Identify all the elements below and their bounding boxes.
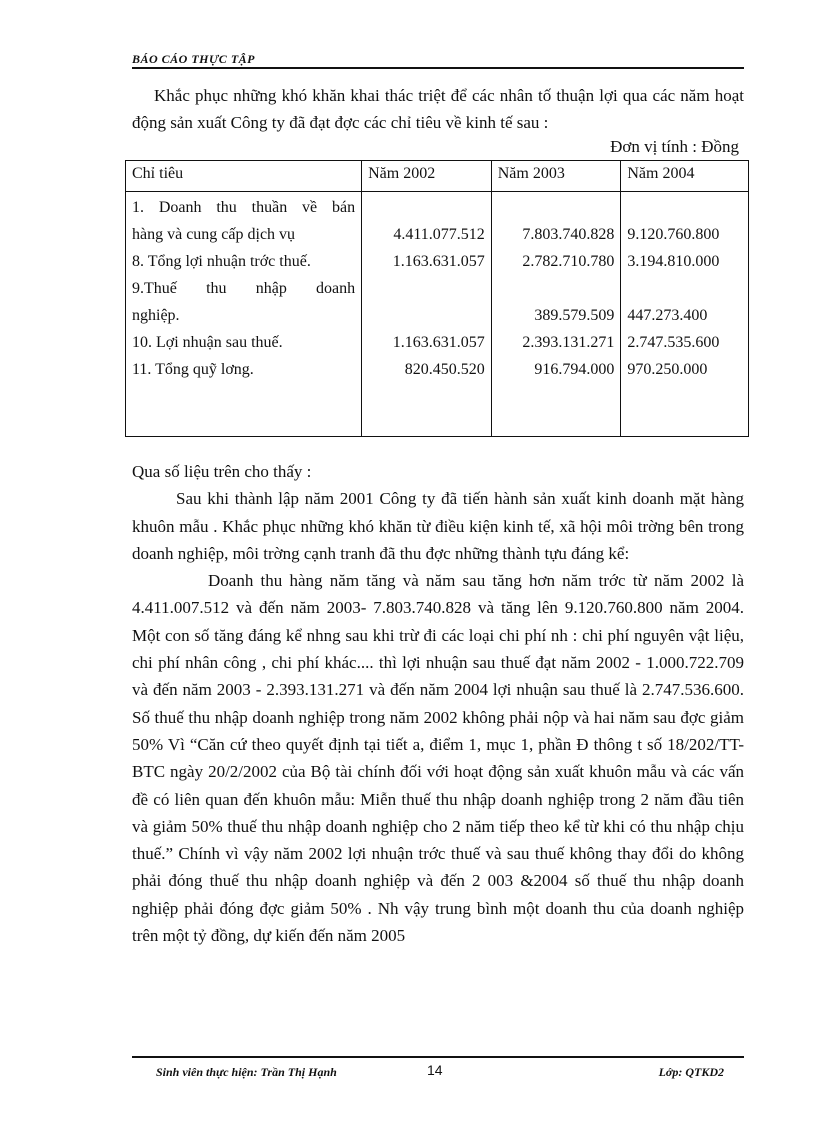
- page-header: [132, 52, 744, 69]
- year-2004-cell: [621, 192, 749, 437]
- indicator-line: 10. Lợi nhuận sau thuế.: [132, 334, 283, 351]
- paragraph-founding: Sau khi thành lập năm 2001 Công ty đã tiến hành sản xuất kinh doanh mặt hàng khuôn mẫu . Khắc phục những khó khăn từ điều kiện kinh tế, xã hội môi trờng bên trong doanh nghiệp, môi trờng cạnh tranh đã thu đợc những thành tựu đáng kể:: [132, 489, 744, 563]
- value-line: 4.411.077.512: [393, 226, 485, 243]
- value-line: 1.163.631.057: [392, 334, 485, 351]
- value-line: 7.803.740.828: [522, 226, 615, 243]
- intro-text: Khắc phục những khó khăn khai thác triệt để các nhân tố thuận lợi qua các năm hoạt động sản xuất Công ty đã đạt đợc các chỉ tiêu về kinh tế sau :: [132, 86, 744, 132]
- value-line: 9.120.760.800: [627, 226, 720, 243]
- page-number: 14: [427, 1062, 443, 1078]
- value-line: 1.163.631.057: [392, 253, 485, 270]
- year-2003-cell: [491, 192, 621, 437]
- unit-label: Đơn vị tính : Đồng: [610, 137, 739, 156]
- value-line: [368, 302, 485, 329]
- paragraph-revenue: Doanh thu hàng năm tăng và năm sau tăng hơn năm trớc từ năm 2002 là 4.411.007.512 và đến năm 2003- 7.803.740.828 và tăng lên 9.120.760.800 năm 2004. Một con số tăng đáng kể nhng sau khi trừ đi các loại chi phí nh : chi phí nguyên vật liệu, chi phí nhân công , chi phí khác.... thì lợi nhuận sau thuế đạt năm 2002 - 1.000.722.709 và đến năm 2003 - 2.393.131.271 và đến năm 2004 lợi nhuận sau thuế là 2.747.536.600. Số thuế thu nhập doanh nghiệp trong năm 2002 không phải nộp và hai năm sau đợc giảm 50% Vì “Căn cứ theo quyết định tại tiết a, điểm 1, mục 1, phần Đ thông t số 18/202/TT- BTC ngày 20/2/2002 của Bộ tài chính đối với hoạt động sản xuất khuôn mẫu và các vấn đề có liên quan đến khuôn mẫu: Miễn thuế thu nhập doanh nghiệp trong 2 năm đầu tiên và giảm 50% thuế thu nhập doanh nghiệp cho 2 năm tiếp theo kể từ khi có thu nhập chịu thuế.” Chính vì vậy năm 2002 lợi nhuận trớc thuế và sau thuế không thay đổi do không phải đóng thuế thu nhập doanh nghiệp và đến 2 003 &2004 số thuế thu nhập doanh nghiệp phải đóng đợc giảm 50% . Nh vậy trung bình một doanh thu của doanh nghiệp trên một tỷ đồng, dự kiến đến năm 2005: [132, 571, 744, 946]
- header-title: BÁO CÁO THỰC TẬP: [132, 52, 255, 66]
- year-2002-cell: [362, 192, 492, 437]
- indicator-line: 9.Thuế thu nhập doanh: [132, 280, 356, 297]
- footer-author: Sinh viên thực hiện: Trần Thị Hạnh: [156, 1065, 337, 1079]
- header-2002: Năm 2002: [362, 161, 492, 192]
- paragraph-summary: Qua số liệu trên cho thấy :: [132, 462, 312, 481]
- value-line: [627, 275, 742, 302]
- value-line: 916.794.000: [534, 361, 615, 378]
- value-line: [368, 194, 485, 221]
- body-text: [132, 458, 744, 949]
- value-line: 3.194.810.000: [627, 253, 720, 270]
- table-row: [126, 192, 749, 437]
- value-line: [627, 194, 742, 221]
- value-line: 447.273.400: [627, 307, 708, 324]
- value-line: 820.450.520: [404, 361, 485, 378]
- value-line: 389.579.509: [534, 307, 615, 324]
- header-2003: Năm 2003: [491, 161, 621, 192]
- indicator-line: hàng và cung cấp dịch vụ: [132, 226, 296, 243]
- header-2004: Năm 2004: [621, 161, 749, 192]
- footer-class: Lớp: QTKD2: [658, 1065, 724, 1079]
- indicator-line: 11. Tổng quỹ lơng.: [132, 361, 254, 378]
- value-line: 2.747.535.600: [627, 334, 720, 351]
- value-line: 970.250.000: [627, 361, 708, 378]
- header-indicator: Chỉ tiêu: [126, 161, 362, 192]
- value-line: 2.393.131.271: [522, 334, 615, 351]
- value-line: 2.782.710.780: [522, 253, 615, 270]
- value-line: [368, 275, 485, 302]
- intro-paragraph: [132, 82, 744, 136]
- page-footer: [132, 1056, 744, 1079]
- value-line: [498, 194, 615, 221]
- indicator-line: 8. Tổng lợi nhuận trớc thuế.: [132, 253, 311, 270]
- indicator-line: 1. Doanh thu thuần về bán: [132, 199, 356, 216]
- indicator-line: nghiệp.: [132, 307, 180, 324]
- value-line: [498, 275, 615, 302]
- table-header-row: [126, 161, 749, 192]
- indicator-cell: [126, 192, 362, 437]
- economic-indicators-table: [125, 160, 749, 437]
